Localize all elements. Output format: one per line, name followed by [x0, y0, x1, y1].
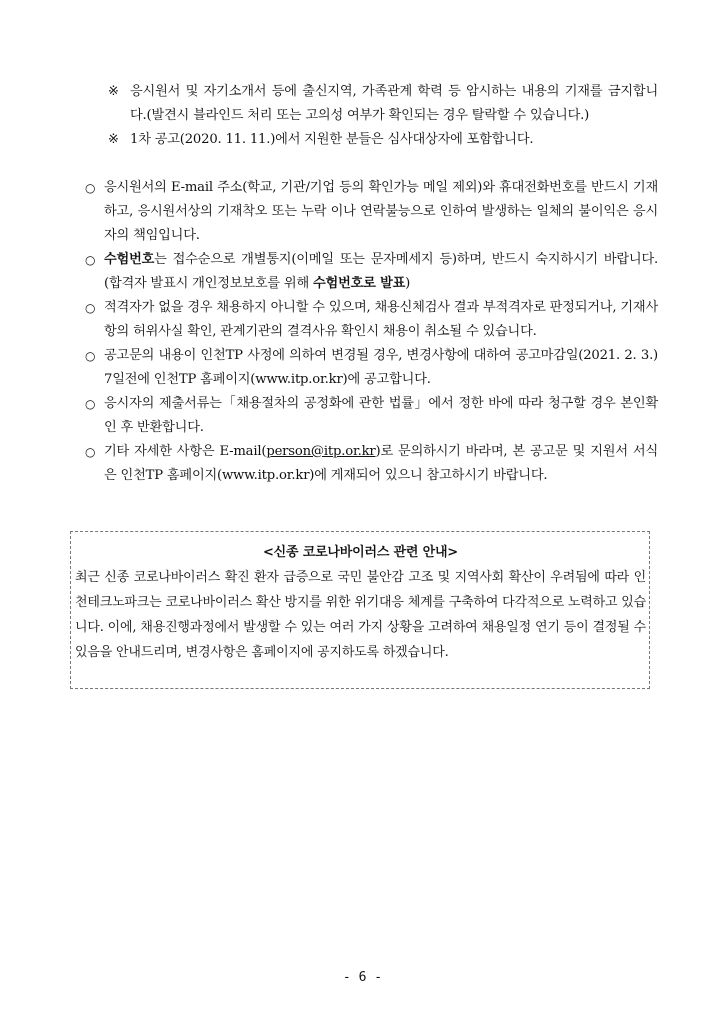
page-number: - 6 -	[342, 970, 383, 985]
items-section	[80, 176, 658, 488]
list-item-documents	[80, 392, 658, 440]
notice-body: 최근 신종 코로나바이러스 확진 환자 급증으로 국민 불안감 고조 및 지역사회 확산이 우려됨에 따라 인천테크노파크는 코로나바이러스 확산 방지를 위한 위기대응 체계를 구축하여 다각적으로 노력하고 있습니다. 이에, 채용진행과정에서 발생할 수 있는 여러 가지 상황을 고려하여 채용일정 연기 등이 결정될 수 있음을 안내드리며, 변경사항은 홈페이지에 공지하도록 하겠습니다.	[75, 570, 646, 660]
item-text-end: )로 문의하시기 바라며, 본 공고문 및 지원서 서식은 인천TP 홈페이지(www.itp.or.kr)에 게재되어 있으니 참고하시기 바랍니다.	[104, 444, 658, 483]
reference-mark: ※	[108, 132, 119, 147]
item-text: 기타 자세한 사항은 E-mail(	[104, 444, 267, 459]
item-text: 공고문의 내용이 인천TP 사정에 의하여 변경될 경우, 변경사항에 대하여 공고마감일(2021. 2. 3.) 7일전에 인천TP 홈페이지(www.itp.or.kr)에 공고합니다.	[104, 348, 658, 387]
list-item-changes	[80, 344, 658, 392]
reference-mark: ※	[108, 84, 119, 99]
bullet-circle: ○	[85, 253, 96, 267]
email-link[interactable]: person@itp.or.kr	[266, 444, 376, 459]
bullet-circle: ○	[85, 445, 96, 459]
note-text: 1차 공고(2020. 11. 11.)에서 지원한 분들은 심사대상자에 포함합니다.	[130, 132, 534, 147]
bullet-circle: ○	[85, 349, 96, 363]
bullet-circle: ○	[85, 181, 96, 195]
note-blind-info	[80, 80, 658, 128]
item-text-end: )	[405, 276, 411, 291]
notes-section	[80, 80, 658, 152]
list-item-exam-number	[80, 248, 658, 296]
list-item-inquiry	[80, 440, 658, 488]
list-item-cancellation	[80, 296, 658, 344]
covid-notice-box	[70, 531, 650, 689]
item-text: 적격자가 없을 경우 채용하지 아니할 수 있으며, 채용신체검사 결과 부적격자로 판정되거나, 기재사항의 허위사실 확인, 관계기관의 결격사유 확인시 채용이 취소될 수 있습니다.	[104, 300, 658, 339]
item-text: 는 접수순으로 개별통지(이메일 또는 문자메세지 등)하며, 반드시 숙지하시기 바랍니다.(합격자 발표시 개인정보보호를 위해	[104, 252, 658, 291]
bullet-circle: ○	[85, 301, 96, 315]
item-text: 응시원서의 E-mail 주소(학교, 기관/기업 등의 확인가능 메일 제외)와 휴대전화번호를 반드시 기재하고, 응시원서상의 기재착오 또는 누락 이나 연락불능으로 인하여 발생하는 일체의 불이익은 응시자의 책임입니다.	[104, 180, 658, 243]
item-bold-mid: 수험번호로 발표	[313, 276, 406, 291]
item-bold-lead: 수험번호	[104, 252, 155, 267]
note-text: 응시원서 및 자기소개서 등에 출신지역, 가족관계 학력 등 암시하는 내용의 기재를 금지합니다.(발견시 블라인드 처리 또는 고의성 여부가 확인되는 경우 탈락할 수 있습니다.)	[130, 84, 658, 123]
notice-title: <신종 코로나바이러스 관련 안내>	[262, 545, 459, 560]
item-text: 응시자의 제출서류는「채용절차의 공정화에 관한 법률」에서 정한 바에 따라 청구할 경우 본인확인 후 반환합니다.	[104, 396, 658, 435]
note-first-round	[80, 128, 658, 152]
list-item-contact	[80, 176, 658, 248]
bullet-circle: ○	[85, 397, 96, 411]
